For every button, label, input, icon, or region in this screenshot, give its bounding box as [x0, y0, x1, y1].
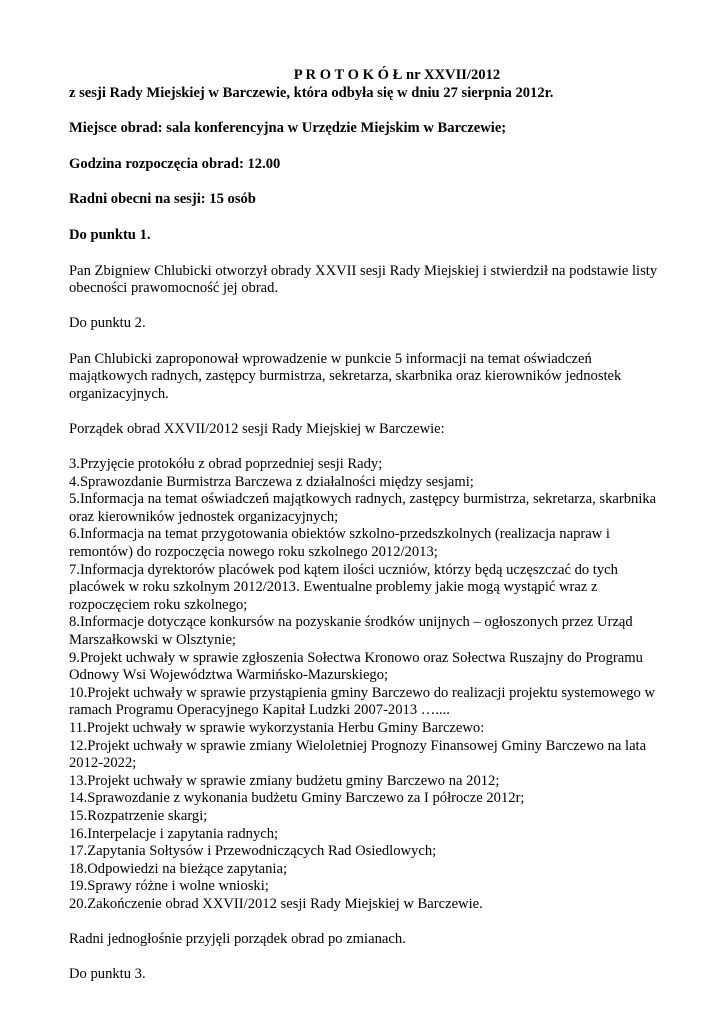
agenda-item: 5.Informacja na temat oświadczeń majątkowych radnych, zastępcy burmistrza, sekretarza, skarbnika oraz kierowników jednostek organizacyjnych;: [69, 491, 657, 525]
agenda-item: 9.Projekt uchwały w sprawie zgłoszenia Sołectwa Kronowo oraz Sołectwa Ruszajny do Programu Odnowy Wsi Województwa Warmińsko-Mazurskiego;: [69, 649, 643, 684]
document-title: P R O T O K Ó Ł nr XXVII/2012: [293, 67, 501, 83]
agenda-item: 10.Projekt uchwały w sprawie przystąpienia gminy Barczewo do realizacji projektu systemowego w ramach Programu Operacyjnego Kapitał Ludzki 2007-2013 …....: [69, 684, 656, 719]
agenda-item: 20.Zakończenie obrad XXVII/2012 sesji Rady Miejskiej w Barczewie.: [69, 895, 483, 912]
agenda-item: 11.Projekt uchwały w sprawie wykorzystania Herbu Gminy Barczewo:: [69, 720, 485, 736]
point2-heading: Do punktu 2.: [69, 315, 146, 332]
agenda-result: Radni jednogłośnie przyjęli porządek obrad po zmianach.: [69, 931, 406, 948]
document-subtitle: z sesji Rady Miejskiej w Barczewie, która odbyła się w dniu 27 sierpnia 2012r.: [69, 84, 554, 101]
agenda-item: 17.Zapytania Sołtysów i Przewodniczących Rad Osiedlowych;: [69, 843, 437, 860]
agenda-item: 4.Sprawozdanie Burmistrza Barczewa z działalności między sesjami;: [69, 473, 474, 490]
point3-heading: Do punktu 3.: [69, 966, 146, 983]
agenda-item: 18.Odpowiedzi na bieżące zapytania;: [69, 860, 287, 877]
attendance: Radni obecni na sesji: 15 osób: [69, 191, 256, 208]
agenda-item: 8.Informacje dotyczące konkursów na pozyskanie środków unijnych – ogłoszonych przez Urząd Marszałkowski w Olsztynie;: [69, 614, 633, 649]
point2-text: Pan Chlubicki zaproponował wprowadzenie w punkcie 5 informacji na temat oświadczeń majątkowych radnych, zastępcy burmistrza, sekretarza, skarbnika oraz kierowników jednostek organizacyjnych.: [69, 350, 622, 402]
agenda-item: 15.Rozpatrzenie skargi;: [69, 807, 208, 824]
agenda-item: 13.Projekt uchwały w sprawie zmiany budżetu gminy Barczewo na 2012;: [69, 772, 500, 789]
point1-heading: Do punktu 1.: [69, 226, 151, 243]
agenda-intro: Porządek obrad XXVII/2012 sesji Rady Miejskiej w Barczewie:: [69, 420, 445, 437]
document-page: [69, 67, 669, 984]
meeting-place: Miejsce obrad: sala konferencyjna w Urzędzie Miejskim w Barczewie;: [69, 120, 507, 137]
point1-text: Pan Zbigniew Chlubicki otworzył obrady XXVII sesji Rady Miejskiej i stwierdził na podstawie listy obecności prawomocność jej obrad.: [69, 262, 658, 297]
agenda-item: 3.Przyjęcie protokółu z obrad poprzedniej sesji Rady;: [69, 456, 383, 473]
agenda-item: 19.Sprawy różne i wolne wnioski;: [69, 878, 269, 895]
agenda-item: 16.Interpelacje i zapytania radnych;: [69, 825, 279, 842]
agenda-item: 14.Sprawozdanie z wykonania budżetu Gminy Barczewo za I półrocze 2012r;: [69, 790, 525, 807]
agenda-item: 12.Projekt uchwały w sprawie zmiany Wieloletniej Prognozy Finansowej Gminy Barczewo na lata 2012-2022;: [69, 737, 647, 772]
start-time: Godzina rozpoczęcia obrad: 12.00: [69, 155, 281, 172]
agenda-item: 6.Informacja na temat przygotowania obiektów szkolno-przedszkolnych (realizacja napraw i remontów) do rozpoczęcia nowego roku szkolnego 2012/2013;: [69, 526, 610, 561]
agenda-item: 7.Informacja dyrektorów placówek pod kątem ilości uczniów, którzy będą uczęszczać do tych placówek w roku szkolnym 2012/2013. Ewentualne problemy jakie mogą wystąpić wraz z rozpoczęciem roku szkolnego;: [69, 561, 618, 613]
agenda-list: [69, 456, 669, 913]
